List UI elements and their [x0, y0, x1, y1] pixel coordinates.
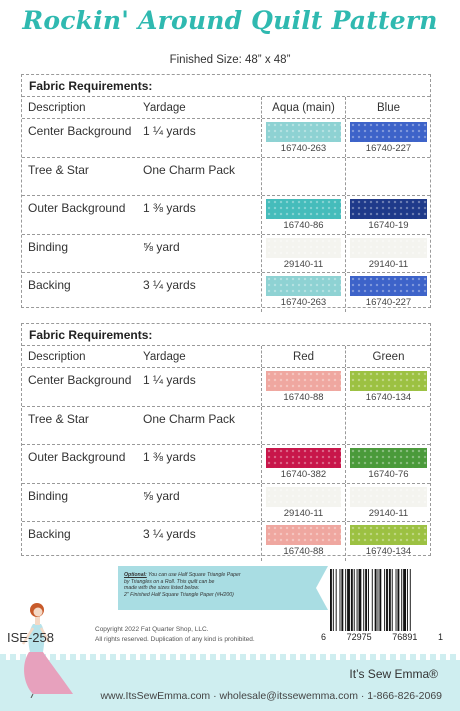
colorway-1-cell	[261, 273, 345, 312]
fabric-description: Backing	[28, 527, 71, 542]
copyright-block	[95, 625, 295, 645]
header-description: Description	[28, 102, 86, 114]
fabric-code: 16740-88	[283, 546, 324, 558]
fabric-description: Outer Background	[28, 201, 126, 216]
colorway-2-cell	[345, 368, 431, 406]
fabric-swatch	[350, 525, 427, 545]
barcode-bar	[410, 569, 411, 631]
fabric-code: 29140-11	[368, 507, 409, 519]
fabric-code: 16740-263	[280, 143, 327, 154]
barcode-digits-2: 72975	[346, 632, 372, 642]
table-row	[22, 445, 430, 484]
fabric-swatch	[350, 487, 427, 507]
fabric-yardage: 1 ⅜ yards	[143, 201, 196, 216]
fabric-swatch	[350, 238, 427, 258]
colorway-1-cell	[261, 445, 345, 483]
fabric-swatch	[266, 122, 341, 142]
optional-text-2: by Triangles on a Roll. This quilt can be	[124, 578, 215, 585]
colorway-2-cell	[345, 119, 431, 157]
barcode-bar	[403, 569, 406, 631]
barcode-bar	[336, 569, 337, 631]
table-row	[22, 407, 430, 446]
barcode-bar	[372, 569, 373, 631]
fabric-code: 16740-227	[365, 143, 412, 154]
barcode-bar	[392, 569, 393, 631]
barcode-bar	[365, 569, 367, 631]
colorway-2-cell	[345, 445, 431, 483]
colorway-2-cell	[345, 158, 431, 196]
pattern-number: ISE-258	[7, 630, 54, 645]
optional-text-3: made with the sizes listed below.	[124, 585, 200, 592]
fabric-table-2	[21, 323, 431, 556]
barcode-bar	[330, 569, 332, 631]
fabric-description: Tree & Star	[28, 411, 89, 426]
table-heading: Fabric Requirements:	[22, 324, 430, 346]
fabric-code: 16740-382	[280, 469, 327, 481]
fabric-swatch	[266, 199, 341, 219]
fabric-table-1	[21, 74, 431, 308]
barcode-bar	[396, 569, 397, 631]
fabric-description: Backing	[28, 278, 71, 293]
barcode-bar	[351, 569, 353, 631]
colorway-1-cell	[261, 368, 345, 406]
colorway-1-cell	[261, 484, 345, 522]
fabric-code: 16740-19	[368, 220, 409, 232]
barcode-bar	[397, 569, 399, 631]
brand-name: It’s Sew Emma®	[349, 667, 438, 681]
fabric-swatch	[266, 371, 341, 391]
colorway-2-cell	[345, 407, 431, 445]
colorway-2-cell	[345, 235, 431, 273]
copyright-text: Copyright 2022 Fat Quarter Shop, LLC.	[95, 626, 209, 633]
barcode-bar	[354, 569, 355, 631]
table-row	[22, 273, 430, 312]
fabric-code: 16740-76	[368, 469, 409, 481]
table-row	[22, 196, 430, 235]
fabric-yardage: 1 ¼ yards	[143, 124, 196, 138]
fabric-yardage: 3 ¼ yards	[143, 278, 196, 293]
header-colorway-1: Aqua (main)	[261, 97, 345, 118]
optional-label: Optional:	[124, 572, 147, 578]
table-row	[22, 235, 430, 274]
colorway-1-cell	[261, 158, 345, 196]
header-colorway-2: Blue	[345, 97, 431, 118]
barcode-bar	[407, 569, 408, 631]
fabric-yardage: ⅝ yard	[143, 488, 180, 503]
table-row	[22, 522, 430, 561]
header-yardage: Yardage	[143, 351, 186, 363]
pattern-title: Rockin' Around Quilt Pattern	[22, 6, 438, 35]
barcode-bar	[345, 569, 346, 631]
header-colorway-1: Red	[261, 346, 345, 367]
colorway-1-cell	[261, 522, 345, 561]
barcode-digits-4: 1	[437, 632, 443, 642]
barcode-bar	[333, 569, 334, 631]
fabric-description: Binding	[28, 239, 69, 254]
fabric-swatch	[350, 199, 427, 219]
fabric-swatch	[350, 276, 427, 296]
barcode-bar	[341, 569, 343, 631]
barcode-bar	[363, 569, 364, 631]
colorway-2-cell	[345, 522, 431, 561]
header-yardage: Yardage	[143, 102, 186, 114]
banner-tail	[316, 566, 328, 610]
barcode-bar	[340, 569, 341, 631]
barcode-bar	[378, 569, 379, 631]
barcode-bar	[384, 569, 385, 631]
colorway-1-cell	[261, 119, 345, 157]
barcode-bar	[368, 569, 369, 631]
fabric-code: 29140-11	[368, 258, 409, 270]
fabric-swatch	[266, 525, 341, 545]
barcode-bar	[386, 569, 388, 631]
table-heading: Fabric Requirements:	[22, 75, 430, 97]
fabric-description: Center Background	[28, 124, 132, 138]
fabric-yardage: One Charm Pack	[143, 411, 236, 426]
table-header-row	[22, 346, 430, 368]
fabric-code: 16740-134	[365, 392, 412, 403]
barcode-bar	[401, 569, 402, 631]
fabric-code: 16740-227	[365, 297, 412, 309]
table-header-row	[22, 97, 430, 119]
fabric-yardage: 1 ⅜ yards	[143, 450, 196, 465]
finished-size: Finished Size: 48” x 48”	[169, 54, 291, 66]
optional-text-1: You can use Half Square Triangle Paper	[148, 572, 241, 578]
fabric-description: Center Background	[28, 373, 132, 387]
barcode	[328, 569, 438, 631]
table-row	[22, 158, 430, 197]
fabric-code: 29140-11	[283, 258, 324, 270]
fabric-yardage: 3 ¼ yards	[143, 527, 196, 542]
barcode-digits-3: 76891	[392, 632, 418, 642]
barcode-bar	[375, 569, 377, 631]
header-description: Description	[28, 351, 86, 363]
table-row	[22, 484, 430, 523]
fabric-code: 16740-134	[365, 546, 412, 558]
fabric-description: Tree & Star	[28, 162, 89, 177]
fabric-swatch	[350, 371, 427, 391]
colorway-1-cell	[261, 235, 345, 273]
barcode-number	[321, 632, 443, 642]
barcode-bar	[347, 569, 350, 631]
colorway-1-cell	[261, 196, 345, 234]
colorway-2-cell	[345, 484, 431, 522]
fabric-code: 16740-86	[283, 220, 324, 232]
fabric-code: 29140-11	[283, 507, 324, 519]
table-row	[22, 119, 430, 158]
fabric-code: 16740-88	[283, 392, 324, 403]
table-row	[22, 368, 430, 407]
colorway-2-cell	[345, 273, 431, 312]
fabric-yardage: 1 ¼ yards	[143, 373, 196, 387]
barcode-digits-1: 6	[321, 632, 327, 642]
fabric-yardage: One Charm Pack	[143, 162, 236, 177]
fabric-yardage: ⅝ yard	[143, 239, 180, 254]
colorway-2-cell	[345, 196, 431, 234]
fabric-code: 16740-263	[280, 297, 327, 309]
barcode-bar	[389, 569, 391, 631]
seamstress-illustration	[3, 594, 75, 698]
fabric-swatch	[350, 448, 427, 468]
fabric-swatch	[266, 448, 341, 468]
colorway-1-cell	[261, 407, 345, 445]
fabric-swatch	[266, 238, 341, 258]
fabric-swatch	[266, 487, 341, 507]
rights-text: All rights reserved. Duplication of any kind is prohibited.	[95, 636, 255, 643]
fabric-description: Outer Background	[28, 450, 126, 465]
fabric-swatch	[350, 122, 427, 142]
barcode-bar	[359, 569, 362, 631]
barcode-bar	[357, 569, 358, 631]
fabric-swatch	[266, 276, 341, 296]
contact-line: www.ItsSewEmma.com · wholesale@itssewemma.com · 1-866-826-2069	[100, 690, 442, 702]
fabric-description: Binding	[28, 488, 69, 503]
header-colorway-2: Green	[345, 346, 431, 367]
optional-text-4: 2" Finished Half Square Triangle Paper (#H200)	[124, 591, 234, 598]
barcode-bar	[379, 569, 381, 631]
optional-note	[124, 572, 312, 598]
